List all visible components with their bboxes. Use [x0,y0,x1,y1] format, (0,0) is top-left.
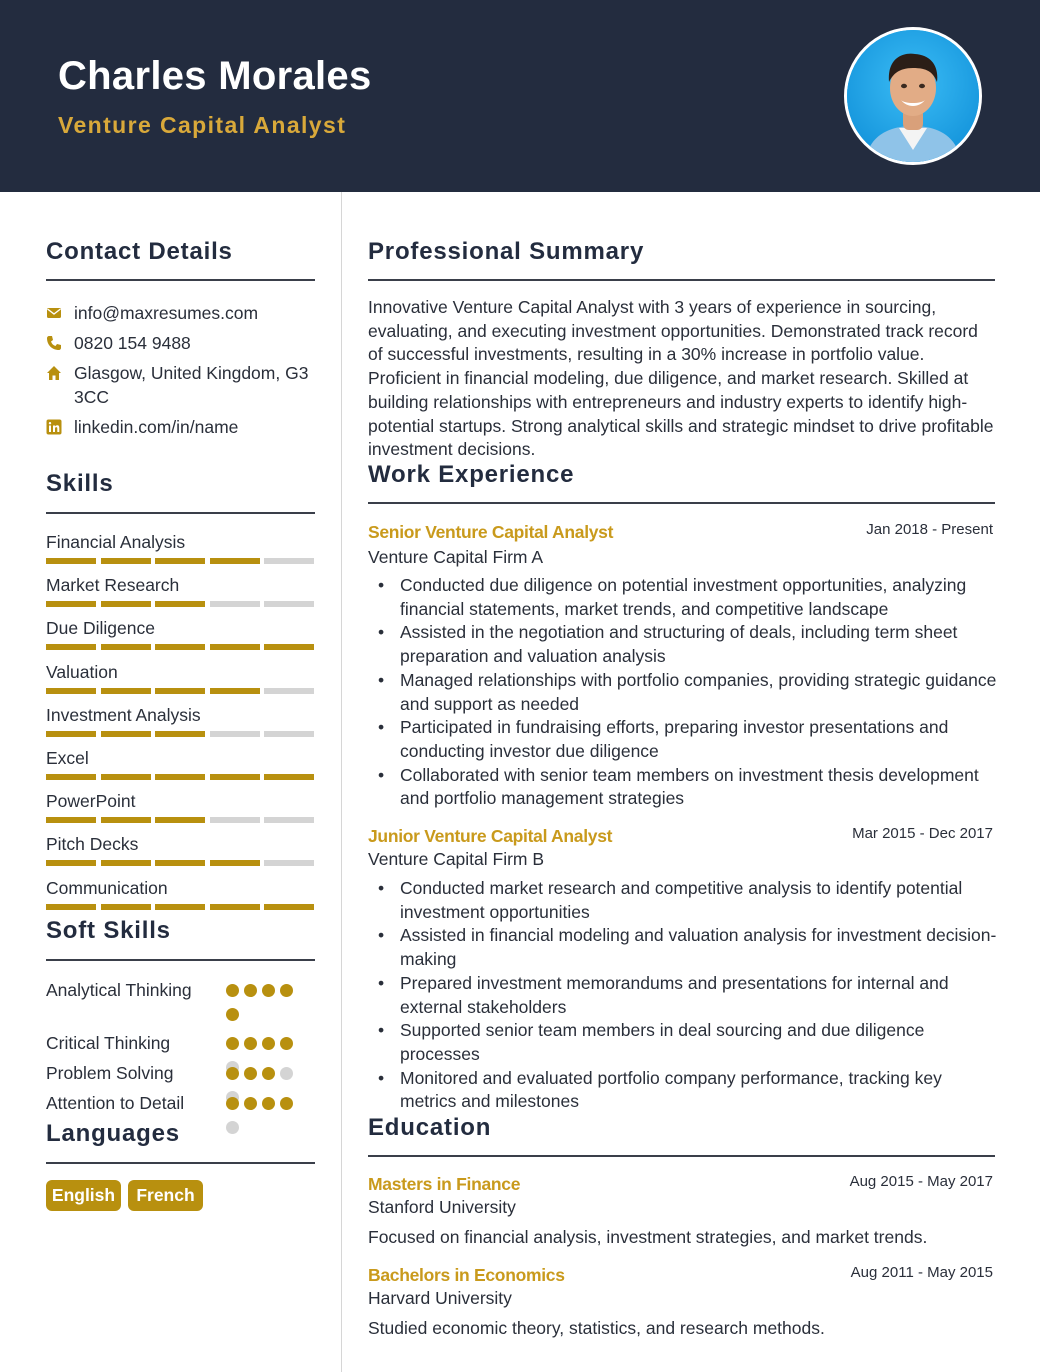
rating-segment-filled [264,774,314,780]
column-divider [341,192,342,1372]
job-bullet: • Managed relationships with portfolio companies, providing strategic guidance and support as needed [400,669,1000,716]
skill-row [46,531,316,553]
contact-address [46,361,316,409]
home-icon [46,365,62,381]
rating-segment-empty [210,731,260,737]
candidate-title: Venture Capital Analyst [58,112,347,138]
skill-name: Excel [46,748,89,768]
rating-segment-filled [46,904,96,910]
summary-text: Innovative Venture Capital Analyst with 3 years of experience in sourcing, evaluating, and executing investment opportunities. Demonstrated track record of successful investments, resulting in a 30% increase in portfolio value. Proficient in financial modeling, due diligence, and market research. Skilled at building relationships with entrepreneurs and industry experts to identify high-potential startups. Strong analytical skills and strategic mindset to drive profitable investment decisions. [368,297,994,460]
rating-segment-filled [101,644,151,650]
rating-segment-filled [210,904,260,910]
job-bullet: • Collaborated with senior team members on investment thesis development and portfolio management strategies [400,764,1000,811]
job-bullet: • Participated in fundraising efforts, preparing investor presentations and conducting investor due diligence [400,716,1000,763]
contact-heading: Contact Details [46,238,233,265]
rating-segment-filled [46,601,96,607]
rating-segment-filled [210,644,260,650]
skills-heading: Skills [46,470,114,497]
soft-skill-name: Problem Solving [46,1063,174,1083]
linkedin-icon [46,419,62,435]
rating-dot-filled [280,1037,293,1050]
rating-dot-filled [244,984,257,997]
education-heading: Education [368,1114,492,1141]
skill-rating-bar [46,774,314,780]
skill-rating-bar [46,860,314,866]
skill-rating-bar [46,601,314,607]
contact-phone[interactable] [46,331,316,355]
rating-dot-filled [244,1097,257,1110]
job-company: Venture Capital Firm B [368,849,545,869]
job-bullet: • Prepared investment memorandums and presentations for internal and external stakeholders [400,972,1000,1019]
degree-dates: Aug 2011 - May 2015 [850,1264,993,1281]
rating-segment-filled [155,860,205,866]
rating-dot-filled [226,1037,239,1050]
job-bullet: • Conducted due diligence on potential investment opportunities, analyzing financial statements, market trends, and competitive landscape [400,574,1000,621]
skill-name: Pitch Decks [46,834,139,855]
soft-skill-name: Analytical Thinking [46,980,192,1000]
job-company: Venture Capital Firm A [368,547,544,567]
phone-icon [46,335,62,351]
job-bullet: • Assisted in financial modeling and valuation analysis for investment decision-making [400,924,1000,971]
job-bullets [400,574,1000,811]
skill-name: Financial Analysis [46,532,186,552]
soft-skills-heading: Soft Skills [46,917,171,944]
job-bullet: • Supported senior team members in deal sourcing and due diligence processes [400,1019,1000,1066]
rating-segment-filled [155,558,205,564]
skill-rating-bar [46,817,314,823]
summary-heading: Professional Summary [368,238,645,265]
rating-segment-filled [155,904,205,910]
email-icon [46,305,62,321]
rating-segment-filled [264,904,314,910]
rating-segment-filled [210,558,260,564]
degree-description: Focused on financial analysis, investment strategies, and market trends. [368,1227,928,1247]
job-bullets [400,877,1000,1114]
rating-segment-empty [264,731,314,737]
rating-dot-empty [226,1121,239,1134]
degree-description: Studied economic theory, statistics, and research methods. [368,1318,825,1338]
job-dates: Jan 2018 - Present [866,521,993,538]
skill-rating-bar [46,904,314,910]
rating-dot-filled [280,984,293,997]
rating-segment-filled [155,774,205,780]
contact-linkedin-text: linkedin.com/in/name [74,417,239,437]
rating-segment-empty [264,688,314,694]
header-banner [0,0,1040,192]
rating-dot-empty [280,1067,293,1080]
avatar [844,27,982,165]
skill-name: Communication [46,877,168,898]
rating-segment-filled [210,860,260,866]
rating-segment-empty [264,860,314,866]
skill-name: Investment Analysis [46,704,201,725]
school-name: Stanford University [368,1197,516,1217]
rating-segment-filled [101,601,151,607]
skill-name: Due Diligence [46,618,155,639]
rating-segment-filled [101,558,151,564]
experience-heading: Work Experience [368,461,575,488]
skill-row [46,574,316,596]
skill-row [46,617,316,639]
rating-segment-filled [155,601,205,607]
skill-row [46,747,316,769]
rating-segment-empty [210,601,260,607]
rating-dot-filled [262,1067,275,1080]
rating-dot-filled [226,1097,239,1110]
languages-heading: Languages [46,1120,180,1147]
skill-rating-bar [46,731,314,737]
skill-rating-bar [46,558,314,564]
skill-row [46,661,316,683]
rating-segment-filled [101,904,151,910]
rating-dot-filled [226,1067,239,1080]
degree-dates: Aug 2015 - May 2017 [849,1173,993,1190]
job-role: Junior Venture Capital Analyst [368,826,613,846]
rating-dot-filled [244,1037,257,1050]
skill-rating-bar [46,644,314,650]
contact-email-text: info@maxresumes.com [74,303,259,323]
rating-segment-filled [264,644,314,650]
rating-segment-filled [101,817,151,823]
education-rule [368,1155,995,1157]
language-badge: French [128,1180,203,1211]
rating-dot-filled [226,1008,239,1021]
rating-segment-filled [155,644,205,650]
skill-row [46,790,316,812]
contact-rule [46,279,315,281]
skill-row [46,704,316,726]
rating-dot-filled [226,984,239,997]
summary-rule [368,279,995,281]
rating-dot-filled [244,1067,257,1080]
rating-segment-filled [155,817,205,823]
rating-dot-filled [262,1097,275,1110]
rating-segment-empty [210,817,260,823]
soft-skill-name: Attention to Detail [46,1093,185,1113]
job-bullet: • Conducted market research and competitive analysis to identify potential investment opportunities [400,877,1000,924]
language-badge: English [46,1180,121,1211]
skills-rule [46,512,315,514]
rating-dot-filled [262,984,275,997]
rating-segment-filled [46,774,96,780]
rating-segment-empty [264,558,314,564]
job-bullet: • Monitored and evaluated portfolio company performance, tracking key metrics and milestones [400,1067,1000,1114]
rating-segment-filled [46,644,96,650]
soft-skill-name: Critical Thinking [46,1033,171,1053]
rating-segment-filled [101,860,151,866]
skill-rating-bar [46,688,314,694]
skill-row [46,833,316,855]
languages-rule [46,1162,315,1164]
rating-segment-filled [155,731,205,737]
rating-segment-filled [46,860,96,866]
contact-phone-text: 0820 154 9488 [74,333,191,353]
skill-name: Market Research [46,575,180,596]
skill-name: Valuation [46,661,118,682]
rating-segment-filled [101,774,151,780]
rating-segment-filled [46,558,96,564]
contact-linkedin[interactable] [46,415,316,439]
profile-photo-icon [847,30,979,162]
rating-dot-filled [280,1097,293,1110]
job-bullet: • Assisted in the negotiation and structuring of deals, including term sheet preparation and valuation analysis [400,621,1000,668]
rating-segment-empty [264,601,314,607]
rating-segment-empty [264,817,314,823]
degree-name: Bachelors in Economics [368,1265,565,1285]
rating-segment-filled [101,688,151,694]
soft-skills-rule [46,959,315,961]
candidate-name: Charles Morales [58,54,372,98]
rating-segment-filled [155,688,205,694]
rating-dot-filled [262,1037,275,1050]
rating-segment-filled [210,774,260,780]
school-name: Harvard University [368,1288,512,1308]
degree-name: Masters in Finance [368,1174,521,1194]
experience-rule [368,502,995,504]
skill-row [46,877,316,899]
rating-segment-filled [210,688,260,694]
job-role: Senior Venture Capital Analyst [368,522,614,542]
rating-segment-filled [101,731,151,737]
contact-address-text: Glasgow, United Kingdom, G3 3CC [74,363,309,407]
skill-name: PowerPoint [46,791,136,812]
rating-segment-filled [46,731,96,737]
contact-email[interactable] [46,301,316,325]
rating-segment-filled [46,688,96,694]
rating-segment-filled [46,817,96,823]
job-dates: Mar 2015 - Dec 2017 [852,825,993,842]
